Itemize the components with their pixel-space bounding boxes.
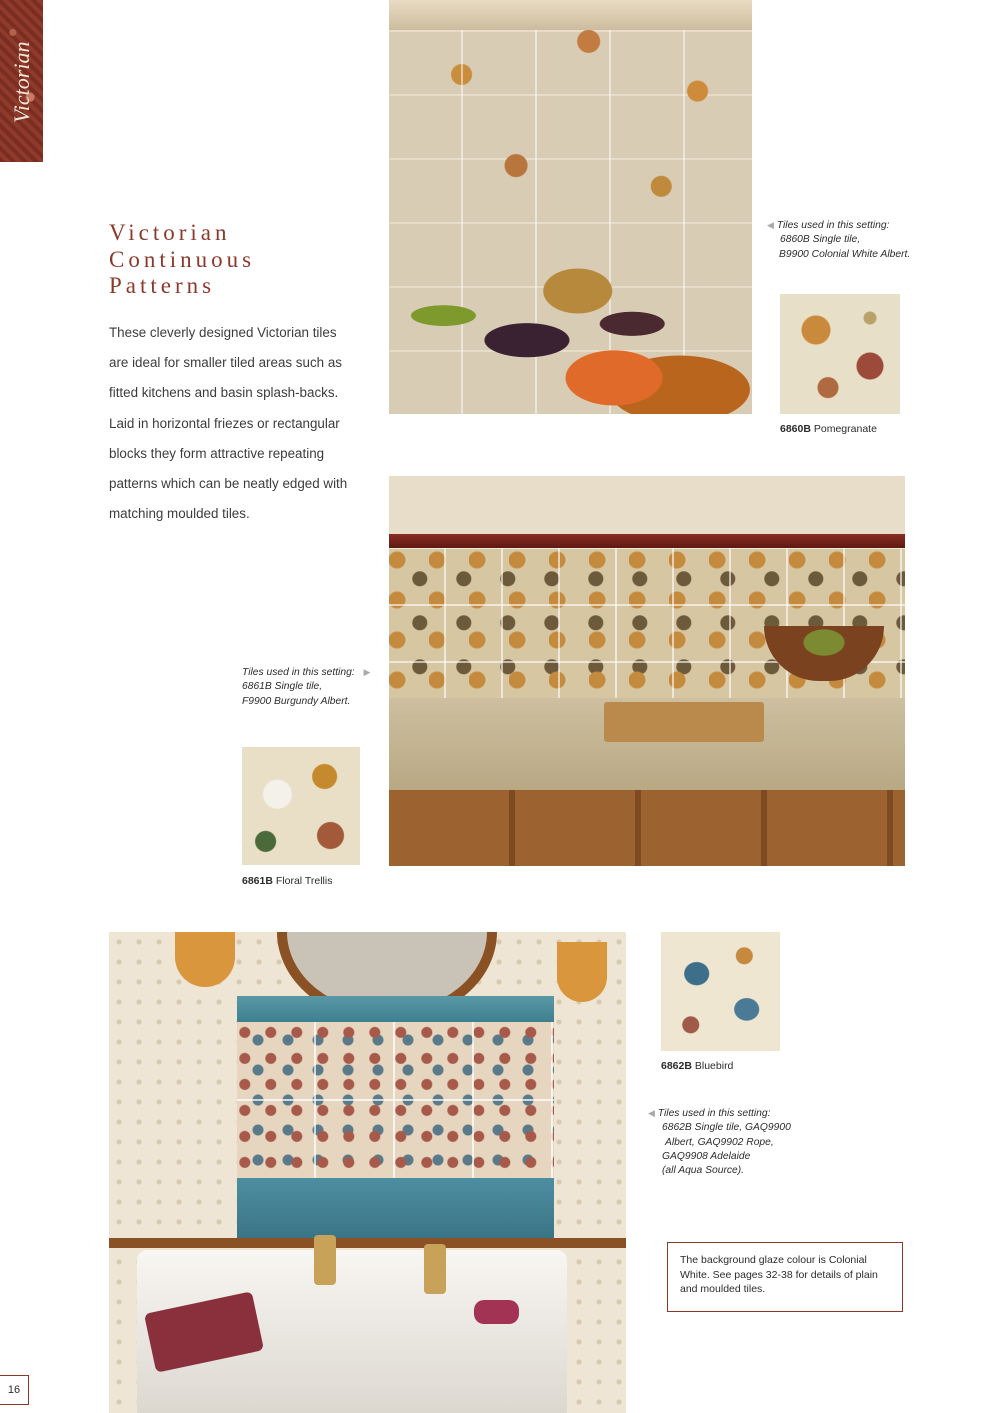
photo-fruit-bowl-setting [389, 0, 752, 414]
rope-border [237, 996, 554, 1022]
tile-swatch-pomegranate [780, 294, 900, 414]
arrow-left-icon: ◀ [767, 220, 774, 230]
soap [474, 1300, 519, 1324]
setting-line: 6862B Single tile, GAQ9900 [662, 1122, 791, 1134]
setting-line: (all Aqua Source). [662, 1165, 745, 1177]
title-line-2: Continuous [109, 246, 256, 272]
page-title [109, 220, 369, 300]
wall-lamp-right [557, 942, 607, 1002]
setting-line: GAQ9908 Adelaide [662, 1150, 751, 1162]
wooden-rail [109, 1238, 626, 1248]
adelaide-border [237, 1178, 554, 1238]
fruit-bowl [389, 250, 752, 414]
dado-rail [389, 0, 752, 30]
chopping-board [604, 702, 764, 742]
tile-name: Pomegranate [813, 423, 877, 435]
setting-line: Albert, GAQ9902 Rope, [665, 1136, 774, 1148]
cabinet [389, 790, 905, 866]
photo-kitchen-setting [389, 476, 905, 866]
section-tab-label: Victorian [9, 41, 34, 124]
bluebird-tile-panel [237, 1022, 554, 1178]
setting-caption-kitchen [242, 665, 370, 709]
setting-line: B9900 Colonial White Albert. [779, 248, 911, 260]
tile-swatch-floral-trellis [242, 747, 360, 865]
setting-caption-bath [648, 1106, 791, 1178]
tile-caption-bluebird [661, 1060, 733, 1072]
setting-caption-fruit [767, 218, 910, 262]
tile-code: 6862B [661, 1060, 692, 1072]
tile-swatch-bluebird [661, 932, 780, 1051]
intro-paragraph: These cleverly designed Victorian tiles are ideal for smaller tiled areas such as fitted kitchens and basin splash-backs. Laid in horizontal friezes or rectangular blocks they form attractive repeating patterns which can be neatly edged with matching moulded tiles. [109, 325, 348, 522]
tile-name: Floral Trellis [275, 875, 333, 887]
wall [389, 476, 905, 536]
tile-code: 6861B [242, 875, 273, 887]
setting-line: F9900 Burgundy Albert. [242, 695, 351, 707]
tile-caption-floral-trellis [242, 875, 332, 887]
burgundy-border [389, 534, 905, 548]
tile-code: 6860B [780, 423, 811, 435]
tap-left [314, 1235, 336, 1285]
tap-right [424, 1244, 446, 1294]
arrow-left-icon: ◀ [648, 1108, 655, 1118]
section-tab [0, 0, 43, 162]
title-line-1: Victorian [109, 220, 231, 245]
glaze-note-box: The background glaze colour is Colonial White. See pages 32-38 for details of plain and moulded tiles. [667, 1242, 903, 1312]
title-line-3: Patterns [109, 273, 216, 298]
tile-name: Bluebird [694, 1060, 734, 1072]
setting-heading: Tiles used in this setting: [657, 1108, 771, 1119]
setting-heading: Tiles used in this setting: [242, 667, 355, 678]
arrow-right-icon: ▶ [363, 667, 371, 677]
tile-caption-pomegranate [780, 423, 877, 435]
photo-bathroom-setting [109, 932, 626, 1413]
setting-line: 6860B Single tile, [780, 234, 861, 246]
page-number: 16 [0, 1375, 29, 1405]
setting-line: 6861B Single tile, [242, 681, 323, 693]
setting-heading: Tiles used in this setting: [776, 220, 890, 231]
